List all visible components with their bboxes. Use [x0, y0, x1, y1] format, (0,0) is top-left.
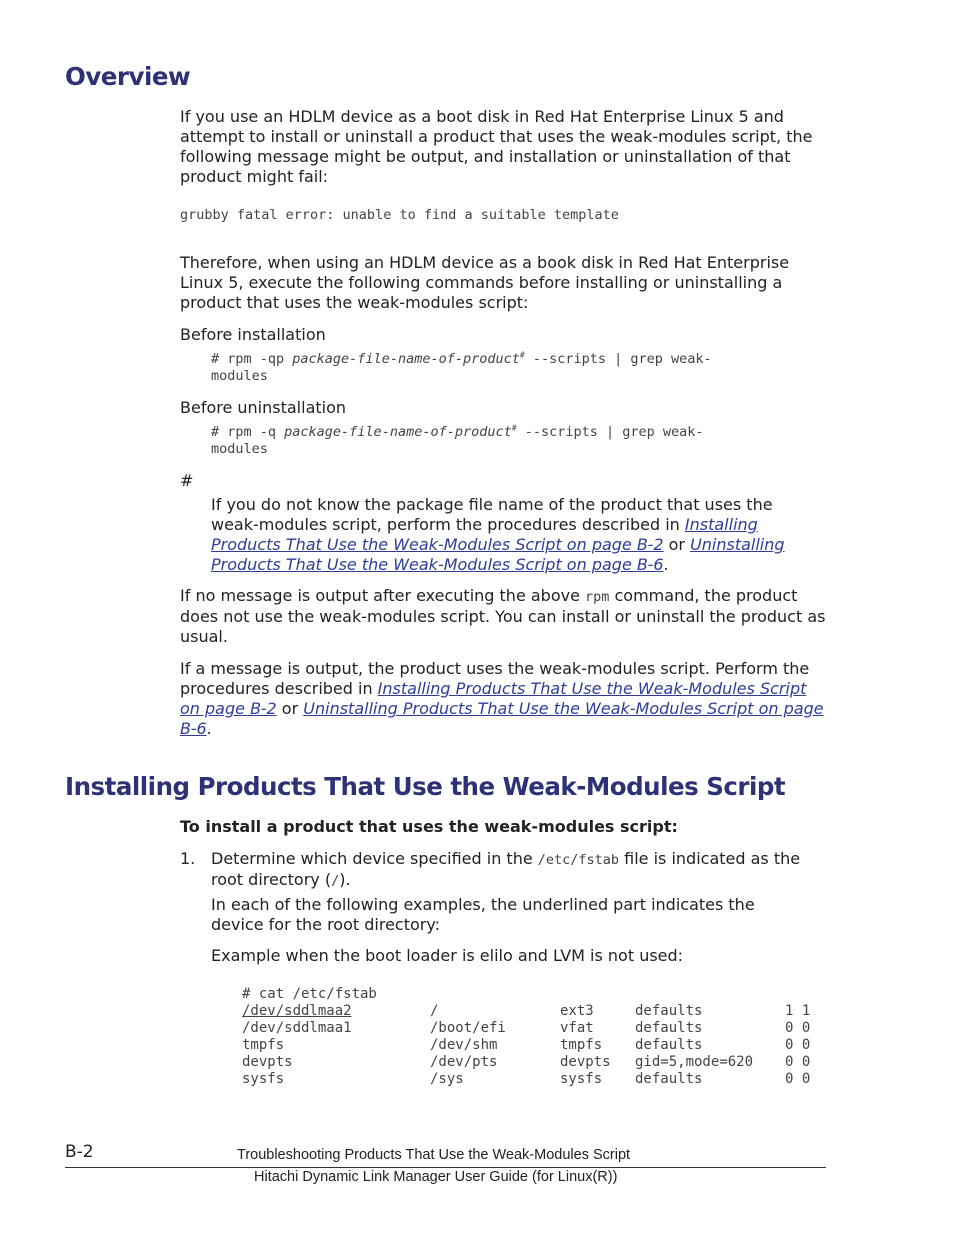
uninstall-cmd-suffix: --scripts | grep weak- — [516, 424, 704, 440]
fstab-cell: sysfs — [242, 1071, 285, 1087]
para3-text2: command, the product does not use the weak-modules script. You can install or uninstall the product as usual. — [180, 586, 826, 646]
uninstalling-link-2[interactable]: Uninstalling Products That Use the Weak-Modules Script on page B-6 — [180, 699, 824, 738]
para4-text1: If a message is output, the product uses the weak-modules script. Perform the procedures described in — [180, 659, 810, 698]
uninstall-cmd-arg: package-file-name-of-product — [284, 424, 512, 440]
uninstall-cmd-line2: modules — [211, 441, 268, 457]
install-cmd-line2: modules — [211, 368, 268, 384]
fstab-cell: 0 0 — [785, 1020, 811, 1036]
footer-divider — [65, 1167, 826, 1168]
fstab-cell: tmpfs — [560, 1037, 603, 1053]
fstab-cell: defaults — [635, 1020, 703, 1036]
fstab-cell: gid=5,mode=620 — [635, 1054, 754, 1070]
fstab-cell: 0 0 — [785, 1054, 811, 1070]
step-1-detail: In each of the following examples, the underlined part indicates the device for the root directory: — [211, 895, 755, 934]
note-or: or — [663, 535, 691, 554]
installing-link[interactable]: Installing Products That Use the Weak-Modules Script on page B-2 — [211, 515, 758, 554]
uninstall-cmd-prefix: # rpm -q — [211, 424, 285, 440]
page-number: B-2 — [65, 1142, 94, 1162]
before-uninstallation-label: Before uninstallation — [180, 398, 347, 417]
fstab-cell: defaults — [635, 1037, 703, 1053]
fstab-cell: 1 1 — [785, 1003, 811, 1019]
overview-paragraph-1: If you use an HDLM device as a boot disk in Red Hat Enterprise Linux 5 and attempt to install or uninstall a product that uses the weak-modules script, the following message might be output, and installation or uninstallation of that product might fail: — [180, 107, 813, 186]
fstab-cell: / — [430, 1003, 439, 1019]
fstab-cell: /boot/efi — [430, 1020, 506, 1036]
overview-paragraph-3 — [180, 586, 830, 647]
step-1-text — [211, 849, 811, 891]
install-cmd-arg: package-file-name-of-product — [292, 351, 520, 367]
para3-text1: If no message is output after executing the above — [180, 586, 586, 605]
uninstall-command — [211, 424, 704, 458]
para4-or: or — [276, 699, 304, 718]
fstab-cell: /sys — [430, 1071, 464, 1087]
overview-paragraph-4 — [180, 659, 830, 739]
fstab-cell: devpts — [242, 1054, 293, 1070]
rpm-inline-code: rpm — [585, 589, 610, 605]
book-title: Hitachi Dynamic Link Manager User Guide (for Linux(R)) — [254, 1169, 618, 1185]
error-message-code: grubby fatal error: unable to find a suitable template — [180, 207, 619, 223]
step1-text2: file is indicated as the root directory ( — [211, 849, 801, 889]
note-mark: # — [180, 471, 194, 490]
step1-text3: ). — [339, 870, 351, 889]
note-paragraph — [211, 495, 811, 575]
fstab-cell: defaults — [635, 1003, 703, 1019]
installing-section-heading: Installing Products That Use the Weak-Modules Script — [65, 772, 786, 801]
fstab-cell: defaults — [635, 1071, 703, 1087]
overview-heading: Overview — [65, 62, 191, 91]
install-command — [211, 351, 712, 385]
fstab-inline-code: /etc/fstab — [537, 852, 620, 868]
before-installation-label: Before installation — [180, 325, 326, 344]
fstab-cell: 0 0 — [785, 1071, 811, 1087]
install-cmd-sup: # — [519, 350, 525, 360]
install-cmd-suffix: --scripts | grep weak- — [524, 351, 712, 367]
fstab-cell: tmpfs — [242, 1037, 285, 1053]
note-end: . — [663, 555, 669, 574]
note-text: If you do not know the package file name of the product that uses the weak-modules script, perform the procedures described in — [211, 495, 773, 534]
uninstall-cmd-sup: # — [511, 423, 517, 433]
uninstalling-link[interactable]: Uninstalling Products That Use the Weak-Modules Script on page B-6 — [211, 535, 785, 574]
chapter-title: Troubleshooting Products That Use the Weak-Modules Script — [237, 1147, 631, 1163]
fstab-cell: ext3 — [560, 1003, 594, 1019]
fstab-cell: /dev/pts — [430, 1054, 498, 1070]
fstab-cell: sysfs — [560, 1071, 603, 1087]
overview-paragraph-2: Therefore, when using an HDLM device as a book disk in Red Hat Enterprise Linux 5, execute the following commands before installing or uninstalling a product that uses the weak-modules script: — [180, 253, 790, 312]
fstab-cell: devpts — [560, 1054, 611, 1070]
fstab-cell: /dev/sddlmaa2 — [242, 1003, 352, 1019]
fstab-cell: 0 0 — [785, 1037, 811, 1053]
fstab-cell: /dev/sddlmaa1 — [242, 1020, 352, 1036]
fstab-command: # cat /etc/fstab — [242, 986, 377, 1002]
step1-text1: Determine which device specified in the — [211, 849, 538, 868]
example-label: Example when the boot loader is elilo and LVM is not used: — [211, 946, 684, 965]
fstab-cell: /dev/shm — [430, 1037, 498, 1053]
step-number: 1. — [180, 849, 196, 868]
install-cmd-prefix: # rpm -qp — [211, 351, 293, 367]
para4-end: . — [206, 719, 212, 738]
procedure-title: To install a product that uses the weak-modules script: — [180, 817, 678, 836]
root-inline-code: / — [331, 873, 340, 889]
installing-link-2[interactable]: Installing Products That Use the Weak-Modules Script on page B-2 — [180, 679, 807, 718]
fstab-cell: vfat — [560, 1020, 594, 1036]
